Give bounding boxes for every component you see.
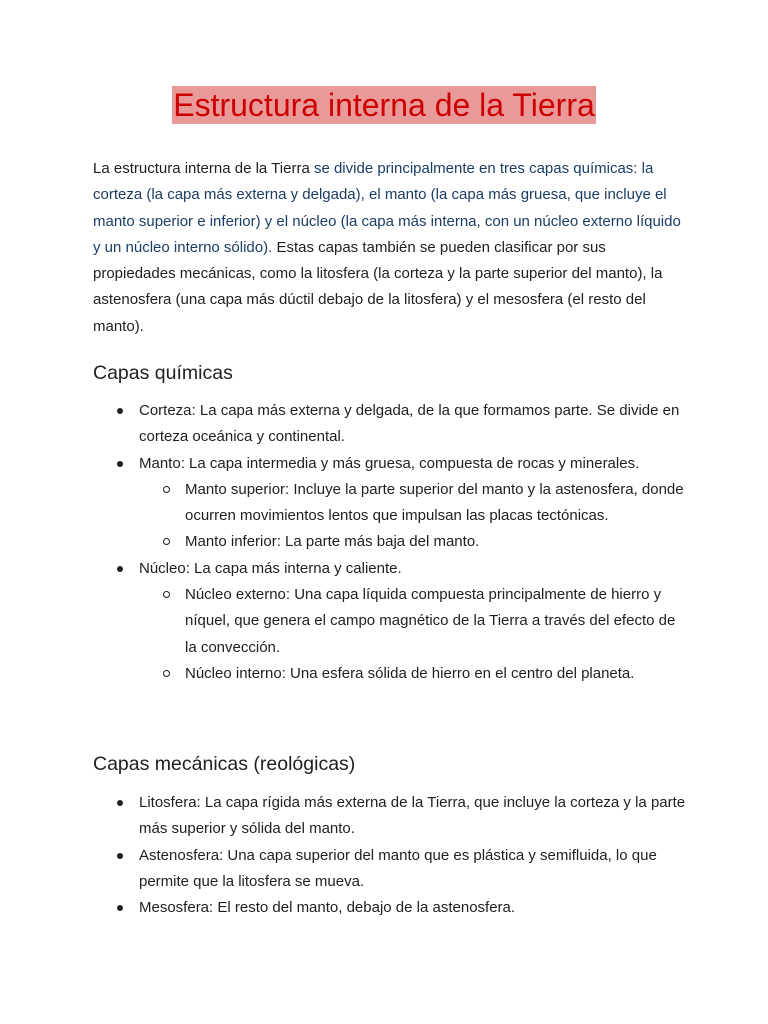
intro-text-end: Estas capas también se pueden clasificar por sus propiedades mecánicas, como la litosfera (la corteza y la parte superior del manto), la astenosfera (una capa más dúctil debajo de la litosfera) y el mesosfera (el resto del manto). [93,238,663,335]
sublist-item [139,661,693,687]
title-container [0,86,768,124]
sublist-item-text: Núcleo externo: Una capa líquida compuesta principalmente de hierro y níquel, que genera el campo magnético de la Tierra a través del efecto de la convección. [185,586,676,656]
sublist-item [139,529,693,555]
intro-text-start: La estructura interna de la Tierra [93,160,314,177]
list-item [93,843,693,896]
list-item [93,398,693,451]
section-heading-mechanical: Capas mecánicas (reológicas) [93,753,356,775]
sublist [139,477,693,556]
list-item [93,895,693,921]
list-item [93,451,693,556]
list-item-text: Corteza: La capa más externa y delgada, de la que formamos parte. Se divide en corteza oceánica y continental. [139,402,680,446]
sublist [139,582,693,687]
document-title: Estructura interna de la Tierra [173,87,595,123]
sublist-item-text: Núcleo interno: Una esfera sólida de hierro en el centro del planeta. [185,664,635,682]
list-item-text: Litosfera: La capa rígida más externa de la Tierra, que incluye la corteza y la parte más superior y sólida del manto. [139,794,686,838]
sublist-item [139,582,693,661]
sublist-item-text: Manto superior: Incluye la parte superior del manto y la astenosfera, donde ocurren movimientos lentos que impulsan las placas tectónicas. [185,480,684,525]
sublist-item [139,477,693,530]
list-item-text: Manto: La capa intermedia y más gruesa, compuesta de rocas y minerales. [139,454,640,472]
list-item-text: Núcleo: La capa más interna y caliente. [139,559,402,577]
chemical-layers-list [93,398,693,687]
list-item-text: Astenosfera: Una capa superior del manto que es plástica y semifluida, lo que permite que la litosfera se mueva. [139,846,657,890]
list-item [93,556,693,687]
list-item-text: Mesosfera: El resto del manto, debajo de la astenosfera. [139,899,516,917]
intro-highlighted-text: se divide principalmente en tres capas químicas: la corteza (la capa más externa y delgada), el manto (la capa más gruesa, que incluye el manto superior e inferior) y el núcleo (la capa más interna, con un núcleo externo líquido y un núcleo interno sólido). [93,160,681,256]
section-heading-chemical: Capas químicas [93,362,233,384]
mechanical-layers-list [93,790,693,921]
list-item [93,790,693,843]
sublist-item-text: Manto inferior: La parte más baja del manto. [185,533,480,551]
intro-paragraph [93,156,683,340]
